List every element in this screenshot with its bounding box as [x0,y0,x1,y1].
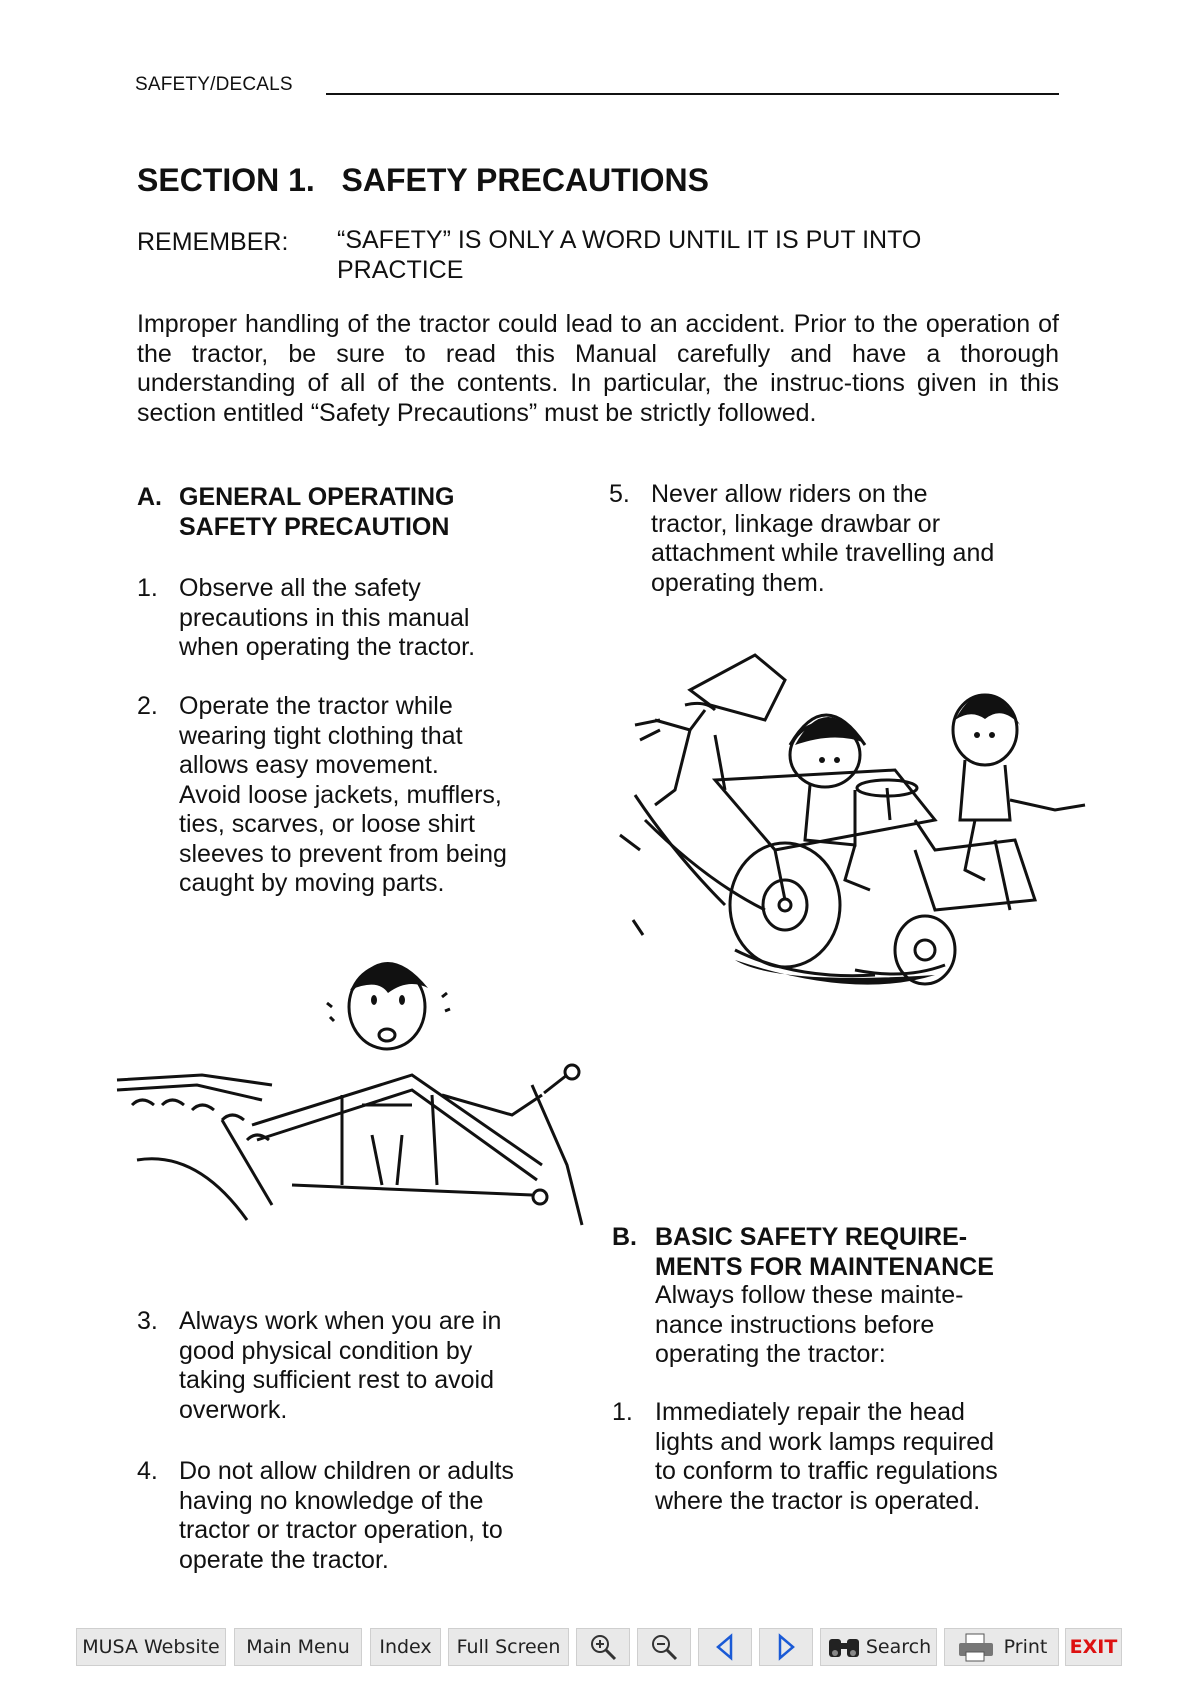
section-b-intro-line: operating the tractor: [655,1340,886,1368]
item-a4-line: Do not allow children or adults [179,1457,514,1485]
section-b-intro-line: Always follow these mainte- [655,1281,964,1309]
item-a2-line: sleeves to prevent from being [179,839,507,868]
remember-text [337,225,1057,285]
item-a5-text [651,480,994,598]
item-a1-line: when operating the tractor. [179,633,476,661]
item-a3-text [179,1307,501,1425]
item-a2-line: Avoid loose jackets, mufflers, [179,780,502,809]
section-b-title [655,1222,994,1282]
illustration-riders-hazard [615,650,1105,1010]
section-b-intro [655,1281,963,1370]
item-b1-number: 1. [612,1398,633,1426]
printer-icon [956,1632,996,1662]
print-button[interactable] [944,1628,1059,1666]
item-b1-line: lights and work lamps required [655,1427,995,1456]
section-b-intro-line: nance instructions before [655,1310,935,1339]
index-button[interactable]: Index [370,1628,441,1666]
item-a5-line: tractor, linkage drawbar or [651,509,941,538]
item-a1-line: Observe all the safety [179,574,421,602]
item-b1-text [655,1398,998,1516]
item-a1-line: precautions in this manual [179,603,470,632]
section-title: SECTION 1. SAFETY PRECAUTIONS [137,162,709,198]
item-a1-text [179,574,475,663]
item-b1-line: Immediately repair the head [655,1398,965,1426]
previous-page-icon [713,1633,737,1661]
page-header-label: SAFETY/DECALS [135,74,293,95]
full-screen-button[interactable]: Full Screen [448,1628,569,1666]
section-a-title-line-2: SAFETY PRECAUTION [179,513,450,541]
header-rule [326,93,1059,95]
item-a2-line: Operate the tractor while [179,692,453,720]
item-a3-line: good physical condition by [179,1336,473,1365]
illustration-linkage-hazard [112,945,592,1245]
next-page-icon [774,1633,798,1661]
next-page-button[interactable] [759,1628,813,1666]
item-a2-line: caught by moving parts. [179,869,445,897]
item-a2-line: wearing tight clothing that [179,721,463,750]
item-a4-line: operate the tractor. [179,1545,389,1574]
exit-button[interactable]: EXIT [1065,1628,1122,1666]
zoom-out-button[interactable] [637,1628,691,1666]
print-label: Print [1003,1636,1048,1658]
main-menu-button[interactable]: Main Menu [234,1628,362,1666]
item-a5-line: Never allow riders on the [651,480,928,508]
section-b-title-line-1: BASIC SAFETY REQUIRE- [655,1223,968,1251]
section-a-title-line-1: GENERAL OPERATING [179,483,455,511]
item-a1-number: 1. [137,574,158,602]
item-a2-line: allows easy movement. [179,751,439,779]
item-a5-line: attachment while travelling and [651,539,995,567]
item-a4-text [179,1457,514,1575]
remember-line-1: “SAFETY” IS ONLY A WORD UNTIL IT IS PUT INTO [337,226,922,254]
section-b-title-line-2: MENTS FOR MAINTENANCE [655,1253,994,1281]
binoculars-icon [826,1633,862,1661]
zoom-in-button[interactable] [576,1628,630,1666]
item-a3-line: Always work when you are in [179,1307,502,1335]
item-a4-number: 4. [137,1457,158,1485]
item-a5-line: operating them. [651,568,825,597]
search-label: Search [865,1636,932,1658]
section-a-marker: A. [137,483,162,511]
item-a5-number: 5. [609,480,630,508]
section-b-marker: B. [612,1223,637,1251]
item-b1-line: to conform to traffic regulations [655,1457,998,1485]
section-a-title [179,482,455,542]
remember-line-2: PRACTICE [337,256,464,284]
zoom-in-icon [588,1632,618,1662]
item-a2-number: 2. [137,692,158,720]
previous-page-button[interactable] [698,1628,752,1666]
item-a3-line: overwork. [179,1395,288,1424]
item-a2-text [179,692,507,899]
zoom-out-icon [649,1632,679,1662]
item-a2-line: ties, scarves, or loose shirt [179,810,475,838]
remember-label: REMEMBER: [137,228,289,256]
intro-paragraph: Improper handling of the tractor could lead to an accident. Prior to the operation of the tractor, be sure to read this Manual carefully and have a thorough understanding of all of the contents. In particular, the instruc-tions given in this section entitled “Safety Precautions” must be strictly followed. [137,310,1059,427]
item-a4-line: having no knowledge of the [179,1486,484,1515]
item-a4-line: tractor or tractor operation, to [179,1516,503,1544]
item-a3-line: taking sufficient rest to avoid [179,1366,494,1394]
item-b1-line: where the tractor is operated. [655,1486,981,1515]
search-button[interactable] [820,1628,937,1666]
musa-website-button[interactable]: MUSA Website [76,1628,226,1666]
item-a3-number: 3. [137,1307,158,1335]
